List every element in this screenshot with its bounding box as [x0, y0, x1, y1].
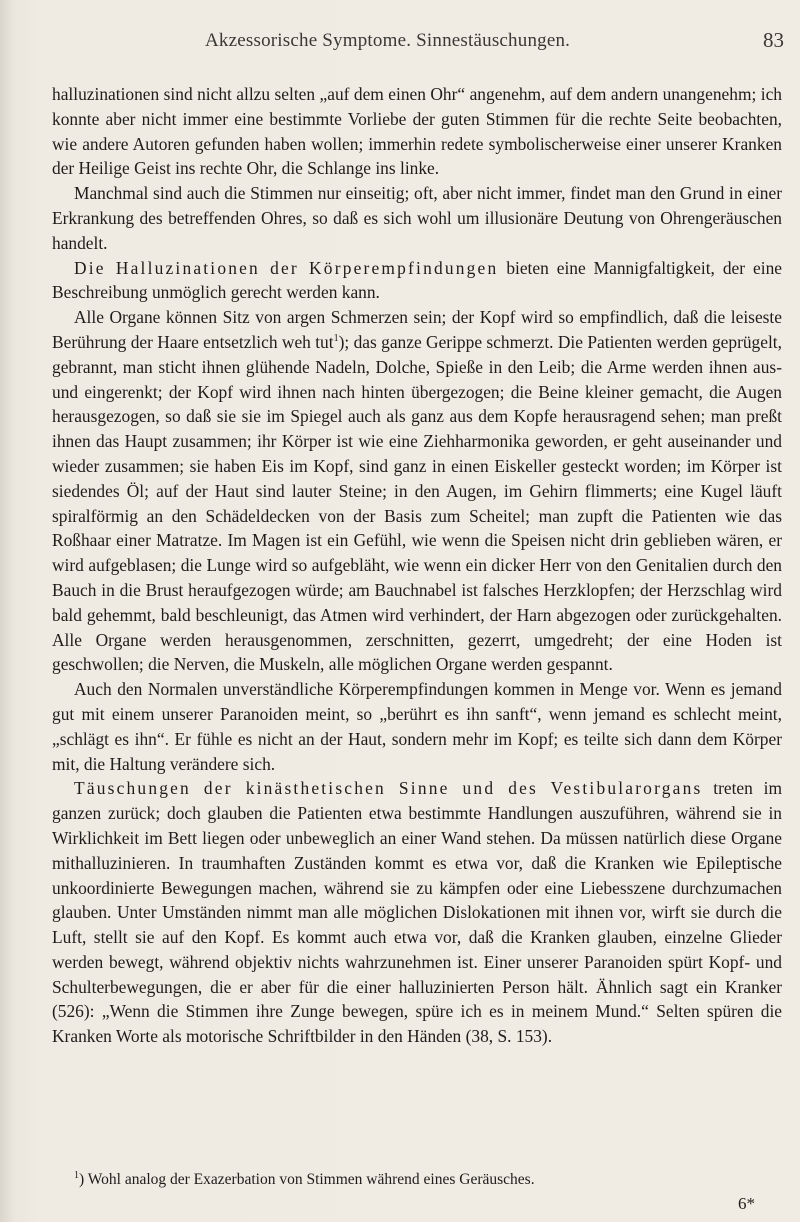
page-number: 83 — [763, 28, 784, 52]
body-text — [52, 82, 782, 1049]
paragraph-text: ); das ganze Gerippe schmerzt. Die Patienten werden geprügelt, gebrannt, man sticht ihnen glühende Nadeln, Dolche, Spieße in den Leib; die Arme werden ihnen aus- und eingerenkt; der Kopf wird ihnen nach hinten übergezogen; die Beine kleiner gemacht, die Augen herausgezogen, so daß sie sie im Spiegel auch als ganz aus dem Kopfe herausragend sehen; man preßt ihnen das Haupt zusammen; ihr Körper ist wie eine Ziehharmonika geworden, er geht auseinander und wieder zusammen; sie haben Eis im Kopf, sind ganz in einen Eiskeller gesteckt worden; im Körper ist siedendes Öl; auf der Haut sind lauter Steine; in den Augen, im Gehirn flimmerts; eine Kugel läuft spiralförmig an den Schädeldecken von der Basis zum Scheitel; man zupft die Patienten wie das Roßhaar einer Matratze. Im Magen ist ein Gefühl, wie wenn die Speisen nicht drin geblieben wären, er wird aufgeblasen; die Lunge wird so aufgebläht, wie wenn ein dicker Herr von den Genitalien durch den Bauch in die Brust heraufgezogen würde; am Bauchnabel ist falsches Herzklopfen; der Herzschlag wird bald gehemmt, bald beschleunigt, das Atmen wird verhindert, der Harn abgezogen oder zurückgehalten. Alle Organe werden herausgenommen, zerschnitten, gezerrt, umgedreht; der eine Hoden ist geschwollen; die Nerven, die Muskeln, alle möglichen Organe werden gespannt. — [52, 331, 782, 675]
paragraph-body-sensations-intro — [52, 256, 782, 306]
page-header — [0, 22, 800, 62]
paragraph-normal-incomprehensible: Auch den Normalen unverständliche Körperempfindungen kommen in Menge vor. Wenn es jemand gut mit einem unserer Paranoiden meint, so „berührt es ihn sanft“, wenn jemand es schlecht meint, „schlägt es ihn“. Er fühle es nicht an der Haut, sondern mehr im Kopf; es teilte sich dann dem Körper mit, die Haltung verändere sich. — [52, 679, 782, 774]
paragraph-ear-hallucinations: halluzinationen sind nicht allzu selten „auf dem einen Ohr“ angenehm, auf dem andern unangenehm; ich konnte aber nicht immer eine bestimmte Vorliebe der guten Stimmen für die rechte Seite beobachten, wie andere Autoren gefunden haben wollen; immerhin redete symbolischerweise einer unserer Kranken der Heilige Geist ins rechte Ohr, die Schlange ins linke. — [52, 84, 782, 179]
paragraph-kinesthetic — [52, 776, 782, 1049]
paragraph-text: treten im ganzen zurück; doch glauben die Patienten etwa bestimmte Handlungen auszuführen, während sie in Wirklichkeit im Bett liegen oder unbeweglich an einer Wand stehen. Da müssen natürlich diese Organe mithalluzinieren. In traumhaften Zuständen kommt es etwa vor, daß die Kranken wie Epileptische unkoordinierte Bewegungen machen, während sie zu kämpfen oder eine Liebesszene durchzumachen glauben. Unter Umständen nimmt man alle möglichen Dislokationen mit ihnen vor, wirft sie durch die Luft, stellt sie auf den Kopf. Es kommt auch etwa vor, daß die Kranken glauben, einzelne Glieder werden bewegt, während objektiv nichts wahrzunehmen ist. Einer unserer Paranoiden spürt Kopf- und Schulterbewegungen, die er aber für die einer halluzinierten Person hält. Ähnlich sagt ein Kranker (526): „Wenn die Stimmen ihre Zunge bewegen, spüre ich es in meinem Mund.“ Selten spüren die Kranken Worte als motorische Schriftbilder in den Händen (38, S. 153). — [52, 778, 782, 1047]
footnote-text: ) Wohl analog der Exazerbation von Stimmen während eines Geräusches. — [79, 1171, 535, 1188]
printer-signature: 6* — [738, 1194, 755, 1213]
paragraph-organ-pains — [52, 305, 782, 677]
paragraph-text: bieten eine Mannigfaltigkeit, der eine Beschreibung unmöglich gerecht werden kann. — [52, 257, 782, 303]
spaced-heading-body-sensations: Die Halluzinationen der Körperempfindungen — [74, 257, 499, 278]
paragraph-one-sided-voices: Manchmal sind auch die Stimmen nur einseitig; oft, aber nicht immer, findet man den Grund in einer Erkrankung des betreffenden Ohres, so daß es sich wohl um illusionäre Deutung von Ohrengeräuschen handelt. — [52, 183, 782, 253]
running-title: Akzessorische Symptome. Sinnestäuschungen. — [205, 30, 571, 51]
footnote-marker: 1 — [74, 1169, 79, 1181]
footnote — [52, 1170, 782, 1190]
footnote-reference: 1 — [333, 333, 339, 345]
spaced-heading-kinesthetic: Täuschungen der kinästhetischen Sinne und des Vestibularorgans — [74, 778, 703, 799]
paragraph-text: Alle Organe können Sitz von argen Schmerzen sein; der Kopf wird so empfindlich, daß die leiseste Berührung der Haare entsetzlich weh tut — [52, 307, 782, 352]
